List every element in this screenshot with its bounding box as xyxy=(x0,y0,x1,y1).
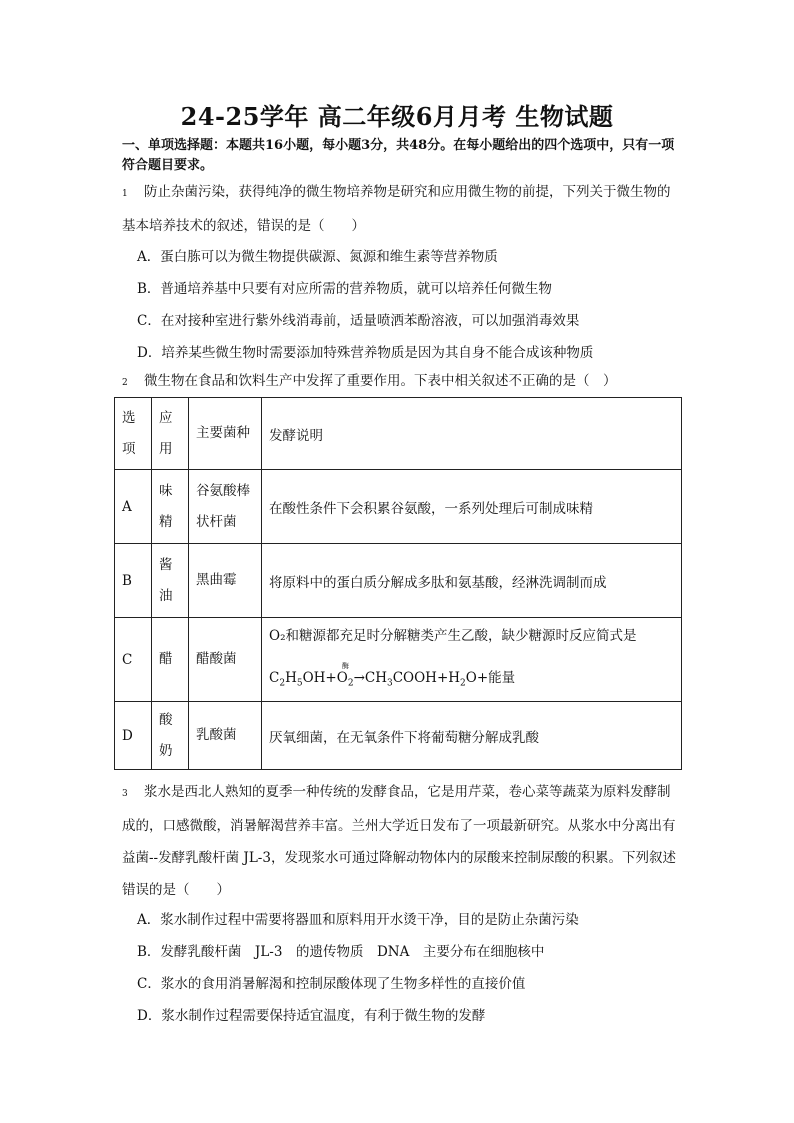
question-number: 3 xyxy=(122,789,128,799)
question-number: 2 xyxy=(122,378,128,388)
eq-sub: 2 xyxy=(279,678,286,689)
eq-sub: 3 xyxy=(386,678,393,689)
enzyme-label: 酶 xyxy=(342,661,349,670)
question-number: 1 xyxy=(122,189,128,199)
cell-description: 将原料中的蛋白质分解成多肽和氨基酸，经淋洗调制而成 xyxy=(262,544,682,618)
eq-part: OH+O xyxy=(302,669,348,686)
eq-sub: 2 xyxy=(347,678,354,689)
cell-strain: 黑曲霉 xyxy=(189,544,262,618)
table-header-row xyxy=(115,398,682,470)
cell-application: 味精 xyxy=(152,470,189,544)
q1-option-b: B．普通培养基中只要有对应所需的营养物质，就可以培养任何微生物 xyxy=(137,281,552,297)
question-1 xyxy=(122,176,682,242)
eq-part: H xyxy=(285,669,297,686)
cell-application: 酸奶 xyxy=(152,702,189,770)
question-stem: 浆水是西北人熟知的夏季一种传统的发酵食品，它是用芹菜，卷心菜等蔬菜为原料发酵制成的，口感微酸，消暑解渴营养丰富。兰州大学近日发布了一项最新研究。从浆水中分离出有益菌--发酵乳酸杆菌 JL-3，发现浆水可通过降解动物体内的尿酸来控制尿酸的积累。下列叙述错误的是（ ） xyxy=(122,784,676,898)
question-stem: 防止杂菌污染，获得纯净的微生物培养物是研究和应用微生物的前提，下列关于微生物的基本培养技术的叙述，错误的是（ ） xyxy=(122,184,671,234)
q1-option-d: D．培养某些微生物时需要添加特殊营养物质是因为其自身不能合成该种物质 xyxy=(137,345,594,361)
question-2 xyxy=(122,365,682,399)
q1-option-c: C．在对接种室进行紫外线消毒前，适量喷洒苯酚溶液，可以加强消毒效果 xyxy=(137,313,580,329)
cell-application: 醋 xyxy=(152,618,189,702)
question-stem: 微生物在食品和饮料生产中发挥了重要作用。下表中相关叙述不正确的是（ ） xyxy=(144,373,617,389)
cell-option: C xyxy=(115,618,152,702)
q3-option-a: A．浆水制作过程中需要将器皿和原料用开水烫干净，目的是防止杂菌污染 xyxy=(137,912,579,928)
reaction-equation xyxy=(269,661,516,694)
question-3 xyxy=(122,776,682,906)
cell-strain: 乳酸菌 xyxy=(189,702,262,770)
header-strain: 主要菌种 xyxy=(189,398,262,470)
q3-option-d: D．浆水制作过程需要保持适宜温度，有利于微生物的发酵 xyxy=(137,1008,486,1024)
eq-part: COOH+H xyxy=(392,669,461,686)
description-text: O₂和糖源都充足时分解糖类产生乙酸，缺少糖源时反应简式是 xyxy=(269,627,637,644)
cell-option: D xyxy=(115,702,152,770)
header-option: 选项 xyxy=(115,398,152,470)
table-row xyxy=(115,470,682,544)
fermentation-table xyxy=(114,397,682,770)
table-row xyxy=(115,702,682,770)
section-instructions: 一、单项选择题：本题共16小题，每小题3分，共48分。在每小题给出的四个选项中，只有一项符合题目要求。 xyxy=(122,138,675,173)
eq-sub: 2 xyxy=(460,678,466,689)
cell-description: 厌氧细菌，在无氧条件下将葡萄糖分解成乳酸 xyxy=(262,702,682,770)
cell-application: 酱油 xyxy=(152,544,189,618)
eq-sub: 5 xyxy=(296,678,303,689)
page-title: 24-25学年 高二年级6月月考 生物试题 xyxy=(180,102,614,131)
q3-option-c: C．浆水的食用消暑解渴和控制尿酸体现了生物多样性的直接价值 xyxy=(137,976,526,992)
header-application: 应用 xyxy=(152,398,189,470)
cell-option: A xyxy=(115,470,152,544)
eq-part: O+能量 xyxy=(465,669,516,686)
q1-option-a: A．蛋白胨可以为微生物提供碳源、氮源和维生素等营养物质 xyxy=(137,249,498,265)
cell-strain: 醋酸菌 xyxy=(189,618,262,702)
cell-description: 在酸性条件下会积累谷氨酸，一系列处理后可制成味精 xyxy=(262,470,682,544)
cell-strain: 谷氨酸棒状杆菌 xyxy=(189,470,262,544)
eq-part: C xyxy=(269,669,280,686)
header-description: 发酵说明 xyxy=(262,398,682,470)
table-row xyxy=(115,618,682,702)
table-row xyxy=(115,544,682,618)
eq-part: →CH xyxy=(353,669,387,686)
cell-description xyxy=(262,618,682,702)
cell-option: B xyxy=(115,544,152,618)
q3-option-b: B．发酵乳酸杆菌 JL-3 的遗传物质 DNA 主要分布在细胞核中 xyxy=(137,944,545,960)
